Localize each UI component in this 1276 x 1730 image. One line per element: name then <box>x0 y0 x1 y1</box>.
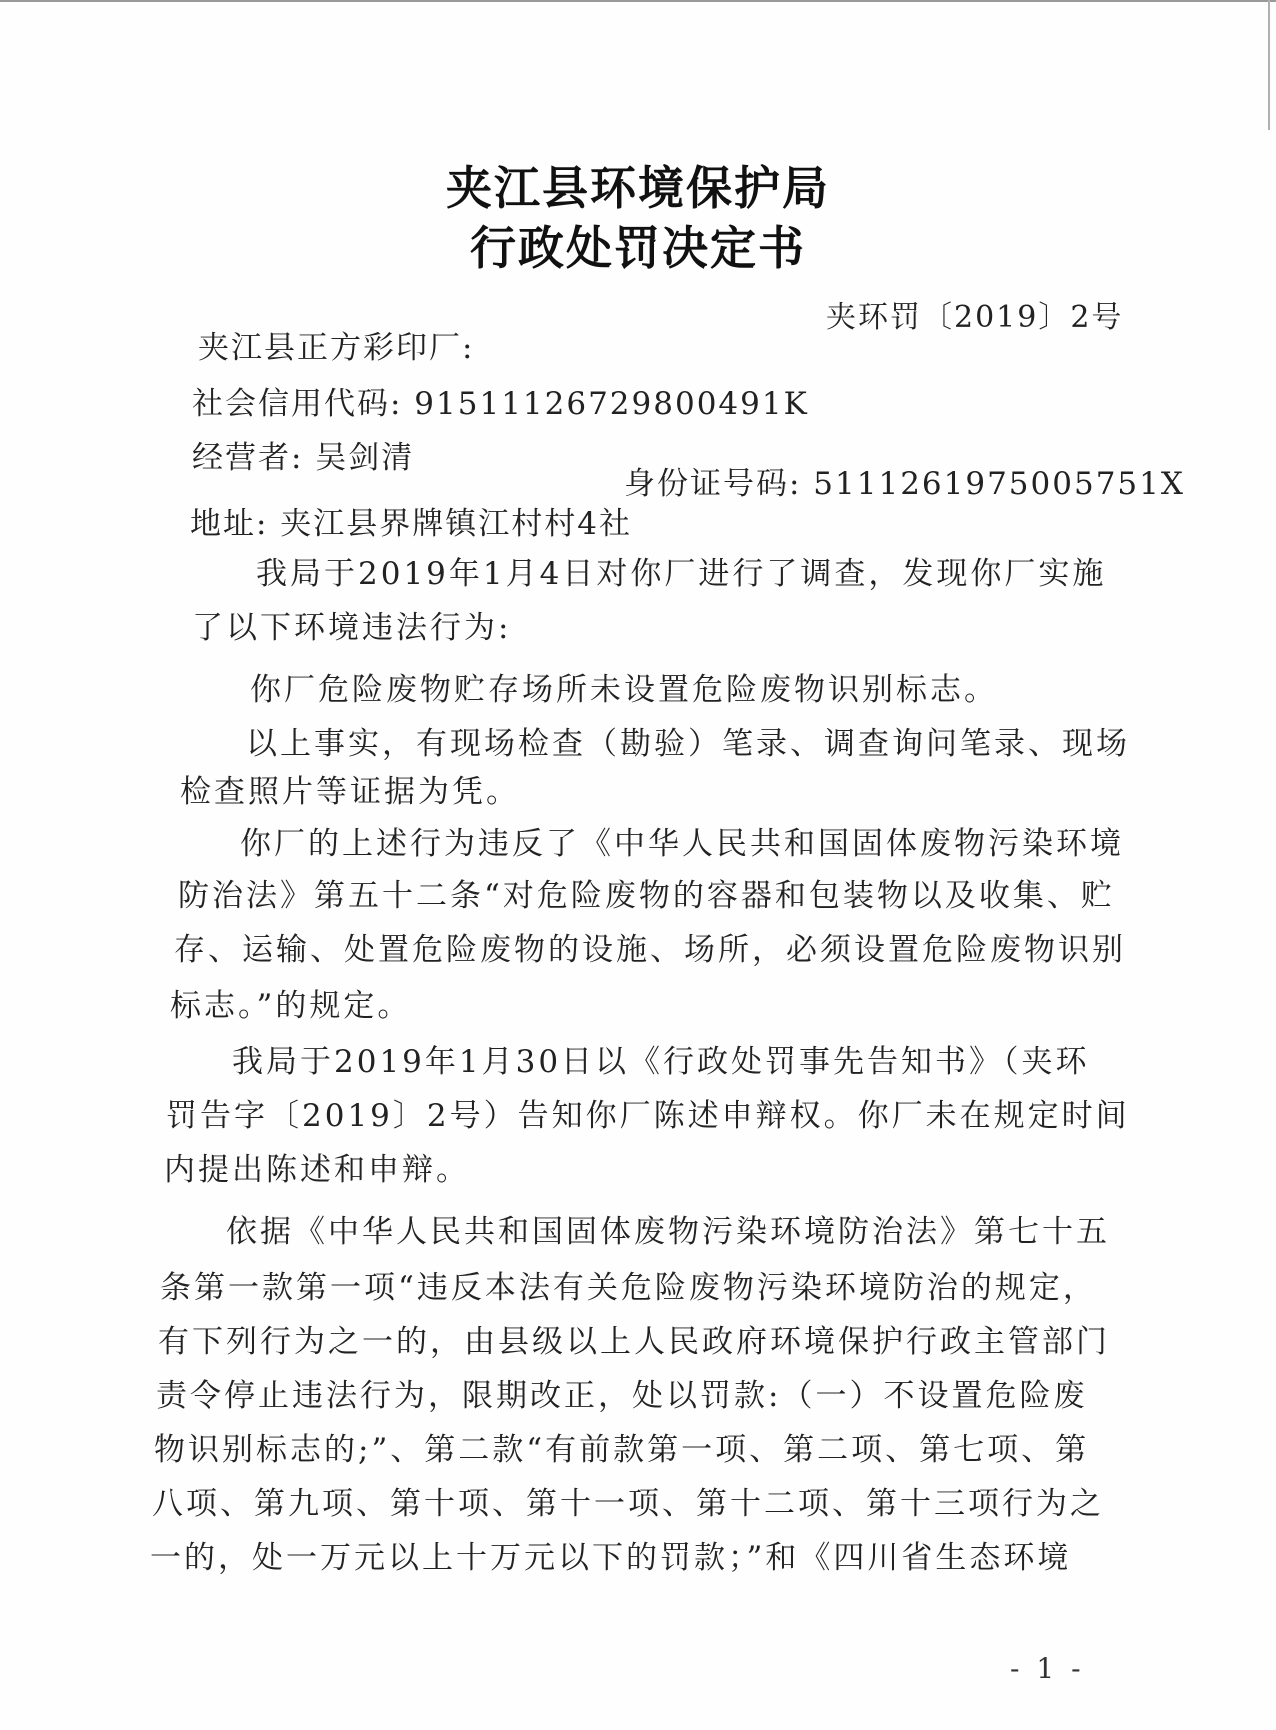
body-line: 罚告字〔2019〕2号）告知你厂陈述申辩权。你厂未在规定时间 <box>166 1098 1130 1134</box>
body-line: 依据《中华人民共和国固体废物污染环境防治法》第七十五 <box>226 1214 1110 1250</box>
document-number: 夹环罚〔2019〕2号 <box>826 300 1124 335</box>
body-line: 有下列行为之一的，由县级以上人民政府环境保护行政主管部门 <box>158 1324 1110 1360</box>
id-number: 身份证号码: 5111261975005751X <box>624 466 1185 502</box>
body-line: 我局于2019年1月30日以《行政处罚事先告知书》（夹环 <box>232 1044 1090 1080</box>
body-line: 了以下环境违法行为: <box>192 610 512 646</box>
body-line: 内提出陈述和申辩。 <box>164 1152 470 1188</box>
body-line: 责令停止违法行为，限期改正，处以罚款:（一）不设置危险废 <box>156 1378 1088 1414</box>
address: 地址: 夹江县界牌镇江村村4社 <box>190 506 633 542</box>
page-number: - 1 - <box>1010 1652 1085 1685</box>
scan-edge <box>0 0 1276 2</box>
document-title-type: 行政处罚决定书 <box>470 221 806 275</box>
body-line: 标志。”的规定。 <box>170 988 412 1024</box>
credit-code: 社会信用代码: 91511126729800491K <box>192 386 809 422</box>
recipient-name: 夹江县正方彩印厂: <box>198 330 475 366</box>
operator-name: 经营者: 吴剑清 <box>192 440 415 476</box>
body-line: 物识别标志的;”、第二款“有前款第一项、第二项、第七项、第 <box>154 1432 1090 1468</box>
document-title-agency: 夹江县环境保护局 <box>446 161 830 215</box>
scan-edge <box>1268 0 1270 130</box>
body-line: 存、运输、处置危险废物的设施、场所，必须设置危险废物识别 <box>174 932 1126 968</box>
body-line: 你厂的上述行为违反了《中华人民共和国固体废物污染环境 <box>240 826 1124 862</box>
body-line: 防治法》第五十二条“对危险废物的容器和包装物以及收集、贮 <box>178 878 1115 914</box>
body-line: 一的，处一万元以上十万元以下的罚款；”和《四川省生态环境 <box>150 1540 1072 1576</box>
body-line: 你厂危险废物贮存场所未设置危险废物识别标志。 <box>250 672 998 708</box>
body-line: 以上事实，有现场检查（勘验）笔录、调查询问笔录、现场 <box>246 726 1130 762</box>
body-line: 检查照片等证据为凭。 <box>180 774 520 810</box>
body-line: 条第一款第一项“违反本法有关危险废物污染环境防治的规定， <box>160 1270 1097 1306</box>
body-line: 八项、第九项、第十项、第十一项、第十二项、第十三项行为之 <box>152 1486 1104 1522</box>
body-line: 我局于2019年1月4日对你厂进行了调查，发现你厂实施 <box>256 556 1107 592</box>
